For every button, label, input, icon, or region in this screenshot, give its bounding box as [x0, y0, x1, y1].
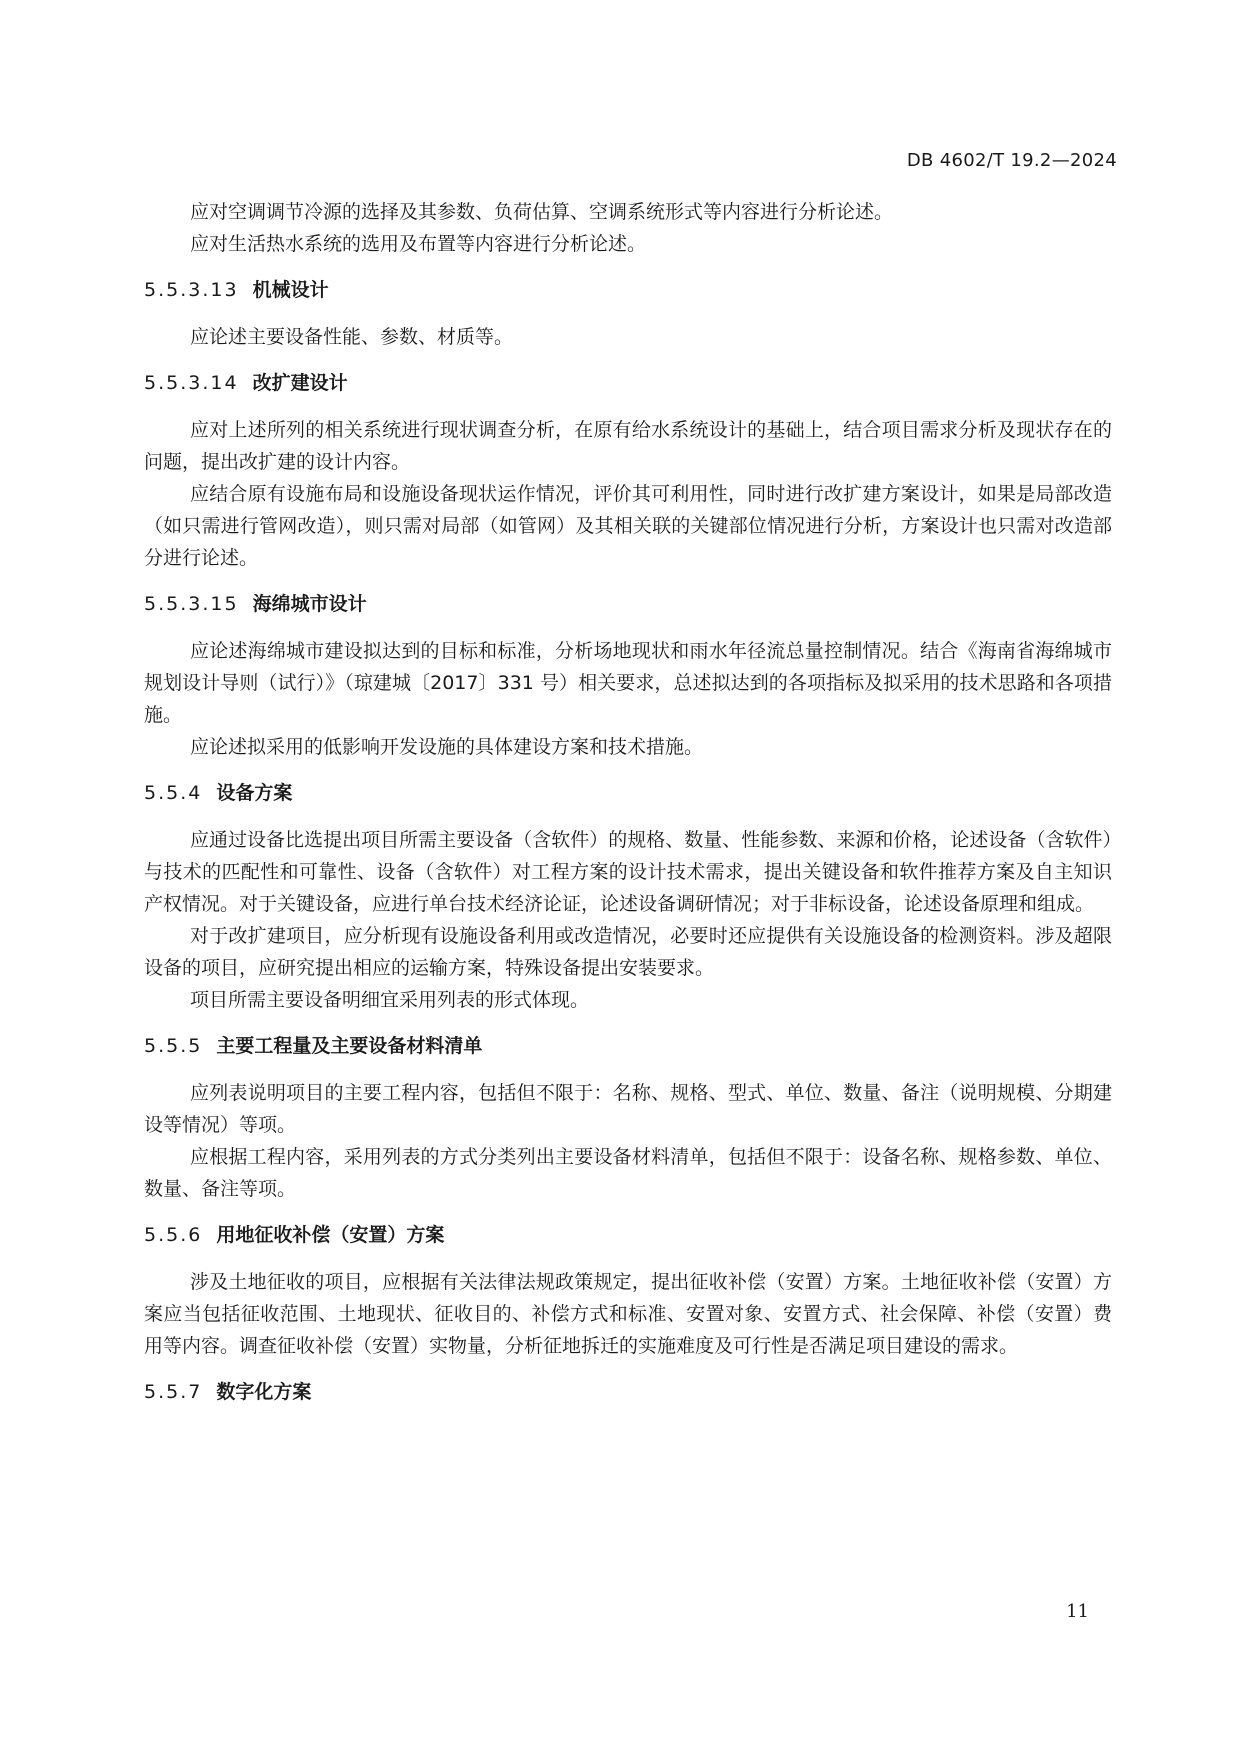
section-heading: [144, 367, 1112, 399]
section-number: 5.5.3.14: [144, 372, 239, 394]
section-title: 机械设计: [252, 279, 329, 301]
section-number: 5.5.6: [144, 1224, 203, 1246]
paragraph: 应论述拟采用的低影响开发设施的具体建设方案和技术措施。: [190, 736, 704, 758]
paragraph: 应通过设备比选提出项目所需主要设备（含软件）的规格、数量、性能参数、来源和价格，论述设备（含软件）与技术的匹配性和可靠性、设备（含软件）对工程方案的设计技术需求，提出关键设备和软件推荐方案及自主知识产权情况。对于关键设备，应进行单台技术经济论证，论述设备调研情况；对于非标设备，论述设备原理和组成。: [144, 829, 1112, 915]
paragraph: 应对上述所列的相关系统进行现状调查分析，在原有给水系统设计的基础上，结合项目需求分析及现状存在的问题，提出改扩建的设计内容。: [144, 419, 1112, 473]
paragraph: 涉及土地征收的项目，应根据有关法律法规政策规定，提出征收补偿（安置）方案。土地征收补偿（安置）方案应当包括征收范围、土地现状、征收目的、补偿方式和标准、安置对象、安置方式、社会保障、补偿（安置）费用等内容。调查征收补偿（安置）实物量，分析征地拆迁的实施难度及可行性是否满足项目建设的需求。: [144, 1271, 1112, 1357]
section-title: 设备方案: [216, 782, 293, 804]
section-number: 5.5.5: [144, 1035, 203, 1057]
page-number: 11: [1066, 1601, 1089, 1622]
section-heading: [144, 1219, 1112, 1251]
section-number: 5.5.4: [144, 782, 203, 804]
paragraph: 应对生活热水系统的选用及布置等内容进行分析论述。: [190, 233, 647, 255]
document-body: [144, 196, 1112, 1423]
section-title: 改扩建设计: [252, 372, 348, 394]
document-code: DB 4602/T 19.2—2024: [906, 150, 1117, 171]
paragraph: 应根据工程内容，采用列表的方式分类列出主要设备材料清单，包括但不限于：设备名称、规格参数、单位、数量、备注等项。: [144, 1146, 1112, 1200]
paragraph: 应对空调调节冷源的选择及其参数、负荷估算、空调系统形式等内容进行分析论述。: [190, 201, 894, 223]
section-heading: [144, 588, 1112, 620]
section-number: 5.5.3.13: [144, 279, 239, 301]
section-title: 数字化方案: [216, 1381, 312, 1403]
section-heading: [144, 1030, 1112, 1062]
paragraph: 应结合原有设施布局和设施设备现状运作情况，评价其可利用性，同时进行改扩建方案设计，如果是局部改造（如只需进行管网改造），则只需对局部（如管网）及其相关联的关键部位情况进行分析，方案设计也只需对改造部分进行论述。: [144, 483, 1112, 569]
paragraph: 对于改扩建项目，应分析现有设施设备利用或改造情况，必要时还应提供有关设施设备的检测资料。涉及超限设备的项目，应研究提出相应的运输方案，特殊设备提出安装要求。: [144, 925, 1112, 979]
section-title: 主要工程量及主要设备材料清单: [216, 1035, 483, 1057]
section-title: 海绵城市设计: [252, 593, 367, 615]
section-number: 5.5.7: [144, 1381, 203, 1403]
section-title: 用地征收补偿（安置）方案: [216, 1224, 445, 1246]
paragraph: 应列表说明项目的主要工程内容，包括但不限于：名称、规格、型式、单位、数量、备注（说明规模、分期建设等情况）等项。: [144, 1082, 1112, 1136]
paragraph: 应论述主要设备性能、参数、材质等。: [190, 326, 514, 348]
paragraph: 项目所需主要设备明细宜采用列表的形式体现。: [190, 989, 590, 1011]
section-number: 5.5.3.15: [144, 593, 239, 615]
section-heading: [144, 1376, 1112, 1408]
paragraph: 应论述海绵城市建设拟达到的目标和标准，分析场地现状和雨水年径流总量控制情况。结合《海南省海绵城市规划设计导则（试行）》（琼建城〔2017〕331 号）相关要求，总述拟达到的各项指标及拟采用的技术思路和各项措施。: [144, 640, 1112, 726]
section-heading: [144, 777, 1112, 809]
section-heading: [144, 274, 1112, 306]
